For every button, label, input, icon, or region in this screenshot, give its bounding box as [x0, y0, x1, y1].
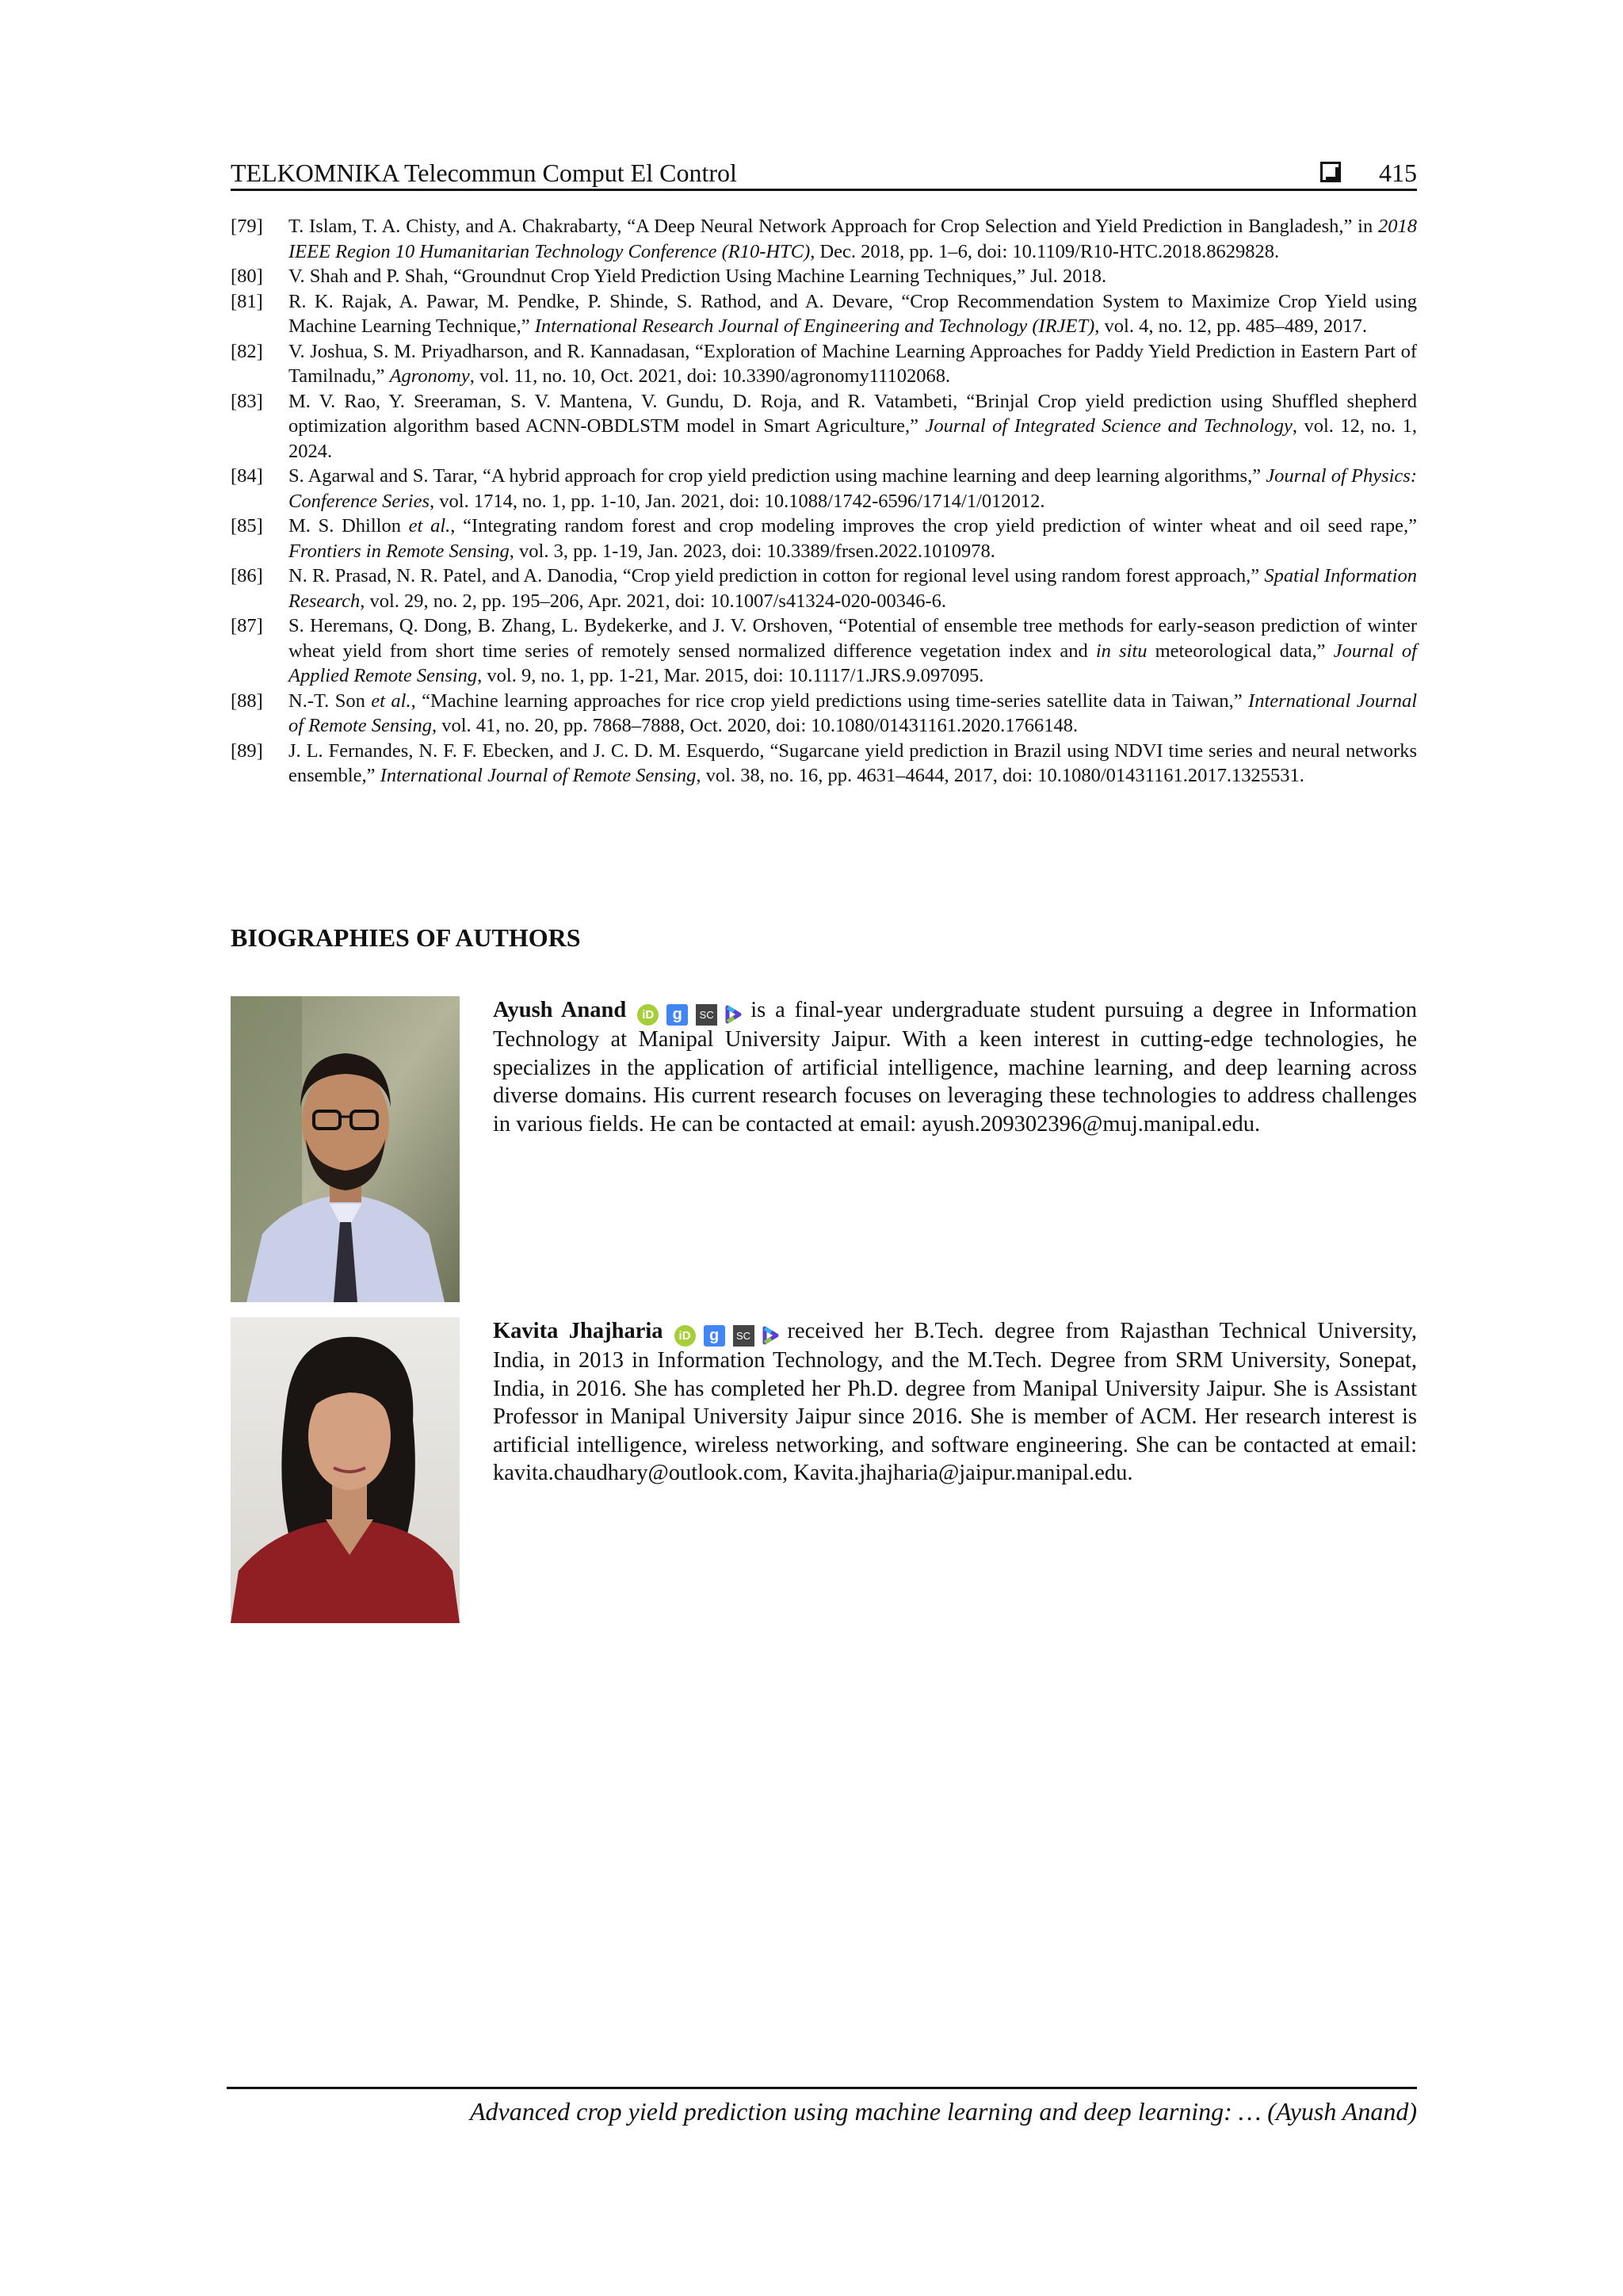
reference-text — [288, 563, 1417, 613]
reference-item — [231, 289, 1417, 339]
reference-item — [231, 464, 1417, 514]
profile-icons — [637, 1004, 743, 1026]
reference-segment: V. Joshua, S. M. Priyadharson, and R. Kannadasan, “Exploration of Machine Learning Approaches for Paddy Yield Prediction in Eastern Part of Tamilnadu,” — [288, 340, 1417, 387]
reference-segment: , vol. 11, no. 10, Oct. 2021, doi: 10.3390/agronomy11102068. — [469, 365, 951, 387]
reference-segment: , vol. 29, no. 2, pp. 195–206, Apr. 2021, doi: 10.1007/s41324-020-00346-6. — [360, 590, 947, 612]
reference-item — [231, 339, 1417, 389]
reference-number: [85] — [231, 515, 263, 537]
author-bio-body: is a final-year undergraduate student pursuing a degree in Information Technology at Manipal University Jaipur. With a keen interest in cutting-edge technologies, he specializes in the application of artificial intelligence, machine learning, and deep learning across diverse domains. His current research focuses on leveraging these technologies to address challenges in various fields. He can be contacted at email: ayush.209302396@muj.manipal.edu. — [493, 998, 1417, 1137]
reference-text — [288, 214, 1417, 264]
reference-text — [288, 689, 1417, 739]
reference-item — [231, 264, 1417, 289]
scopus-icon[interactable]: SC — [733, 1325, 754, 1347]
biographies-heading: BIOGRAPHIES OF AUTHORS — [231, 923, 581, 952]
reference-text — [288, 264, 1417, 289]
reference-segment: R. K. Rajak, A. Pawar, M. Pendke, P. Shinde, S. Rathod, and A. Devare, “Crop Recommendation System to Maximize Crop Yield using Machine Learning Technique,” — [288, 290, 1417, 337]
reference-item — [231, 739, 1417, 789]
reference-segment: , “Machine learning approaches for rice crop yield predictions using time-series satellite data in Taiwan,” — [411, 690, 1249, 712]
reference-item — [231, 389, 1417, 464]
reference-italic-segment: Journal of Integrated Science and Technology — [925, 415, 1293, 437]
reference-list — [231, 214, 1417, 789]
reference-text — [288, 613, 1417, 689]
running-header — [231, 152, 1417, 191]
profile-icons — [674, 1325, 780, 1347]
author-bio-text-1 — [493, 996, 1417, 1138]
reference-italic-segment: International Research Journal of Engineering and Technology (IRJET) — [534, 315, 1095, 337]
google-scholar-icon[interactable]: g — [704, 1325, 725, 1347]
reference-segment: , Dec. 2018, pp. 1–6, doi: 10.1109/R10-HTC.2018.8629828. — [810, 240, 1280, 262]
reference-italic-segment: in situ — [1095, 640, 1148, 662]
reference-segment: , vol. 41, no. 20, pp. 7868–7888, Oct. 2020, doi: 10.1080/01431161.2020.1766148. — [432, 715, 1079, 736]
orcid-icon[interactable]: iD — [637, 1004, 659, 1026]
reference-italic-segment: et al. — [371, 690, 411, 712]
reference-text — [288, 514, 1417, 563]
reference-text — [288, 739, 1417, 789]
reference-number: [80] — [231, 266, 263, 287]
header-right — [1320, 157, 1417, 189]
author-name: Kavita Jhajharia — [493, 1319, 663, 1343]
reference-italic-segment: Journal of Physics: Conference Series — [288, 465, 1418, 512]
reference-segment: meteorological data,” — [1147, 640, 1334, 662]
author-photo-1 — [231, 996, 460, 1302]
reference-item — [231, 613, 1417, 689]
reference-item — [231, 689, 1417, 739]
author-bio-body: received her B.Tech. degree from Rajasthan Technical University, India, in 2013 in Information Technology, and the M.Tech. Degree from SRM University, Sonepat, India, in 2016. She has completed her Ph.D. degree from Manipal University Jaipur. She is Assistant Professor in Manipal University Jaipur since 2016. She is member of ACM. Her research interest is artificial intelligence, wireless networking, and software engineering. She can be contacted at email: kavita.chaudhary@outlook.com, Kavita.jhajharia@jaipur.manipal.edu. — [493, 1319, 1417, 1485]
reference-segment: N. R. Prasad, N. R. Patel, and A. Danodia, “Crop yield prediction in cotton for regional level using random forest approach,” — [288, 565, 1265, 586]
reference-number: [88] — [231, 690, 263, 712]
reference-number: [86] — [231, 565, 263, 586]
reference-segment: , “Integrating random forest and crop modeling improves the crop yield prediction of winter wheat and oil seed rape,” — [450, 515, 1417, 537]
reference-segment: , vol. 38, no. 16, pp. 4631–4644, 2017, doi: 10.1080/01431161.2017.1325531. — [696, 765, 1304, 786]
reference-text — [288, 464, 1417, 514]
reference-italic-segment: International Journal of Remote Sensing — [288, 690, 1418, 736]
orcid-icon[interactable]: iD — [674, 1325, 696, 1347]
reference-number: [79] — [231, 216, 263, 237]
checkbox-square-icon — [1320, 162, 1341, 182]
page-number: 415 — [1379, 159, 1417, 187]
reference-number: [83] — [231, 390, 263, 412]
journal-title: TELKOMNIKA Telecommun Comput El Control — [231, 159, 737, 187]
reference-segment: S. Heremans, Q. Dong, B. Zhang, L. Bydekerke, and J. V. Orshoven, “Potential of ensemble tree methods for early-season prediction of winter wheat yield from short time series of remotely sensed normalized difference vegetation index and — [288, 615, 1417, 662]
reference-segment: J. L. Fernandes, N. F. F. Ebecken, and J. C. D. M. Esquerdo, “Sugarcane yield prediction in Brazil using NDVI time series and neural networks ensemble,” — [288, 739, 1417, 786]
google-scholar-icon[interactable]: g — [666, 1004, 688, 1026]
author-bio-2 — [231, 1317, 1417, 1623]
reference-segment: , vol. 1714, no. 1, pp. 1-10, Jan. 2021, doi: 10.1088/1742-6596/1714/1/012012. — [430, 490, 1045, 512]
reference-segment: , vol. 4, no. 12, pp. 485–489, 2017. — [1094, 315, 1367, 337]
reference-segment: N.-T. Son — [288, 690, 372, 712]
reference-segment: , vol. 9, no. 1, pp. 1-21, Mar. 2015, doi: 10.1117/1.JRS.9.097095. — [477, 665, 984, 686]
author-bio-text-2 — [493, 1317, 1417, 1488]
reference-text — [288, 289, 1417, 339]
reference-segment: , vol. 3, pp. 1-19, Jan. 2023, doi: 10.3389/frsen.2022.1010978. — [509, 540, 995, 562]
reference-text — [288, 339, 1417, 389]
reference-number: [81] — [231, 290, 263, 312]
reference-item — [231, 514, 1417, 563]
reference-segment: S. Agarwal and S. Tarar, “A hybrid approach for crop yield prediction using machine learning and deep learning algorithms,” — [288, 465, 1266, 487]
reference-number: [82] — [231, 340, 263, 362]
scopus-icon[interactable]: SC — [696, 1004, 717, 1026]
reference-number: [89] — [231, 739, 263, 762]
author-bio-1 — [231, 996, 1417, 1302]
reference-italic-segment: Journal of Applied Remote Sensing — [288, 640, 1417, 686]
reference-segment: M. S. Dhillon — [288, 515, 409, 537]
reference-segment: V. Shah and P. Shah, “Groundnut Crop Yield Prediction Using Machine Learning Techniques,” Jul. 2018. — [288, 266, 1107, 287]
reference-item — [231, 214, 1417, 264]
reference-text — [288, 389, 1417, 464]
reference-segment: M. V. Rao, Y. Sreeraman, S. V. Mantena, V. Gundu, D. Roja, and R. Vatambeti, “Brinjal Crop yield prediction using Shuffled shepherd optimization algorithm based ACNN-OBDLSTM model in Smart Agriculture,” — [288, 390, 1417, 437]
reference-item — [231, 563, 1417, 613]
reference-italic-segment: Agronomy — [389, 365, 470, 387]
reference-segment: , vol. 12, no. 1, 2024. — [288, 415, 1417, 462]
reference-number: [87] — [231, 615, 263, 636]
reference-segment: T. Islam, T. A. Chisty, and A. Chakrabarty, “A Deep Neural Network Approach for Crop Selection and Yield Prediction in Bangladesh,” in — [288, 216, 1378, 237]
author-photo-2 — [231, 1317, 460, 1623]
reference-italic-segment: 2018 IEEE Region 10 Humanitarian Technology Conference (R10-HTC) — [288, 216, 1417, 262]
reference-italic-segment: International Journal of Remote Sensing — [380, 765, 697, 786]
publons-icon[interactable] — [725, 1004, 743, 1026]
reference-number: [84] — [231, 465, 263, 487]
reference-italic-segment: Spatial Information Research — [288, 565, 1417, 612]
reference-italic-segment: et al. — [408, 515, 451, 537]
running-footer: Advanced crop yield prediction using machine learning and deep learning: … (Ayush Anand) — [227, 2087, 1417, 2127]
publons-icon[interactable] — [762, 1325, 780, 1347]
reference-italic-segment: Frontiers in Remote Sensing — [288, 540, 510, 562]
author-name: Ayush Anand — [493, 998, 627, 1022]
